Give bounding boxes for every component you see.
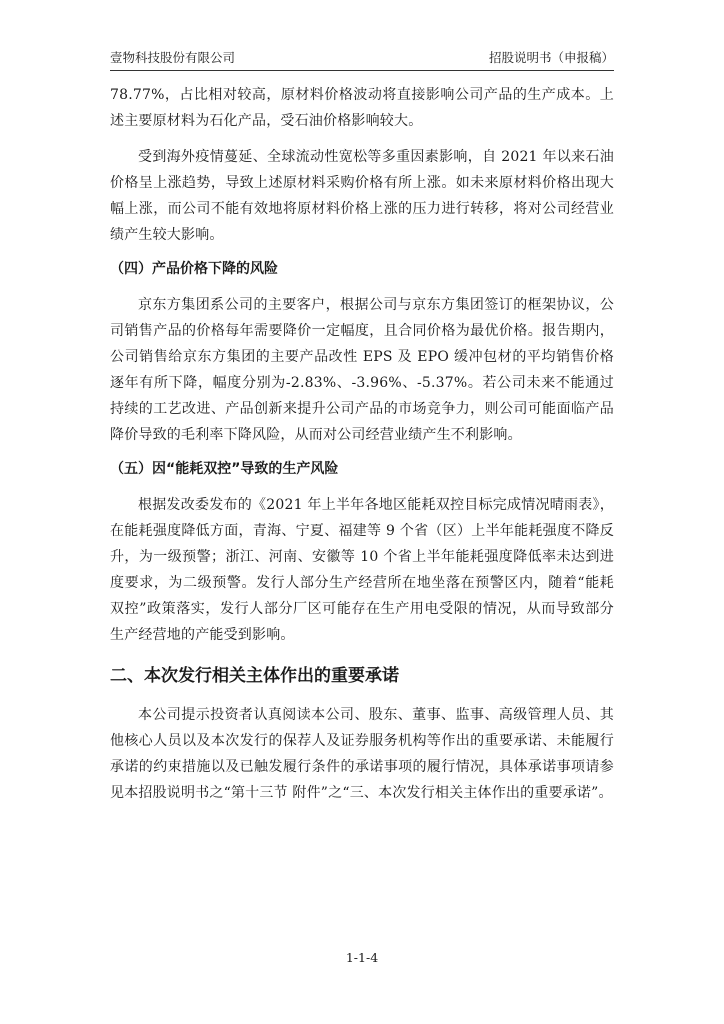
heading-commitments: 二、本次发行相关主体作出的重要承诺 bbox=[110, 666, 399, 686]
paragraph-oil-price: 受到海外疫情蔓延、全球流动性宽松等多重因素影响，自 2021 年以来石油价格呈上涨趋势，导致上述原材料采购价格有所上涨。如未来原材料价格出现大幅上涨，而公司不能有效地将原材料价格上涨的压力进行转移，将对公司经营业绩产生较大影响。 bbox=[110, 149, 614, 243]
header-company: 壹物科技股份有限公司 bbox=[110, 50, 236, 65]
heading-price-decline-risk: （四）产品价格下降的风险 bbox=[110, 261, 278, 277]
header-doc-title: 招股说明书（申报稿） bbox=[488, 50, 614, 65]
page-number: 1-1-4 bbox=[345, 950, 379, 965]
header-divider bbox=[110, 70, 614, 71]
paragraph-raw-material-ratio: 78.77%，占比相对较高，原材料价格波动将直接影响公司产品的生产成本。上述主要原材料为石化产品，受石油价格影响较大。 bbox=[110, 87, 614, 129]
paragraph-energy-control: 根据发改委发布的《2021 年上半年各地区能耗双控目标完成情况晴雨表》，在能耗强度降低方面，青海、宁夏、福建等 9 个省（区）上半年能耗强度不降反升，为一级预警；浙江、河南、安徽等 10 个省上半年能耗强度降低率未达到进度要求，为二级预警。发行人部分生产经营所在地坐落在预警区内，随着“能耗双控”政策落实，发行人部分厂区可能存在生产用电受限的情况，从而导致部分生产经营地的产能受到影响。 bbox=[110, 497, 614, 643]
page-body bbox=[110, 82, 614, 806]
heading-energy-control-risk: （五）因“能耗双控”导致的生产风险 bbox=[110, 461, 339, 477]
paragraph-commitments: 本公司提示投资者认真阅读本公司、股东、董事、监事、高级管理人员、其他核心人员以及本次发行的保荐人及证券服务机构等作出的重要承诺、未能履行承诺的约束措施以及已触发履行条件的承诺事项的履行情况，具体承诺事项请参见本招股说明书之“第十三节 附件”之“三、本次发行相关主体作出的重要承诺”。 bbox=[110, 707, 614, 801]
page-header bbox=[110, 48, 614, 70]
paragraph-price-decline: 京东方集团系公司的主要客户，根据公司与京东方集团签订的框架协议，公司销售产品的价格每年需要降价一定幅度，且合同价格为最优价格。报告期内，公司销售给京东方集团的主要产品改性 EPS 及 EPO 缓冲包材的平均销售价格逐年有所下降，幅度分别为-2.83%、-3.96%、-5.37%。若公司未来不能通过持续的工艺改进、产品创新来提升公司产品的市场竞争力，则公司可能面临产品降价导致的毛利率下降风险，从而对公司经营业绩产生不利影响。 bbox=[110, 297, 614, 443]
